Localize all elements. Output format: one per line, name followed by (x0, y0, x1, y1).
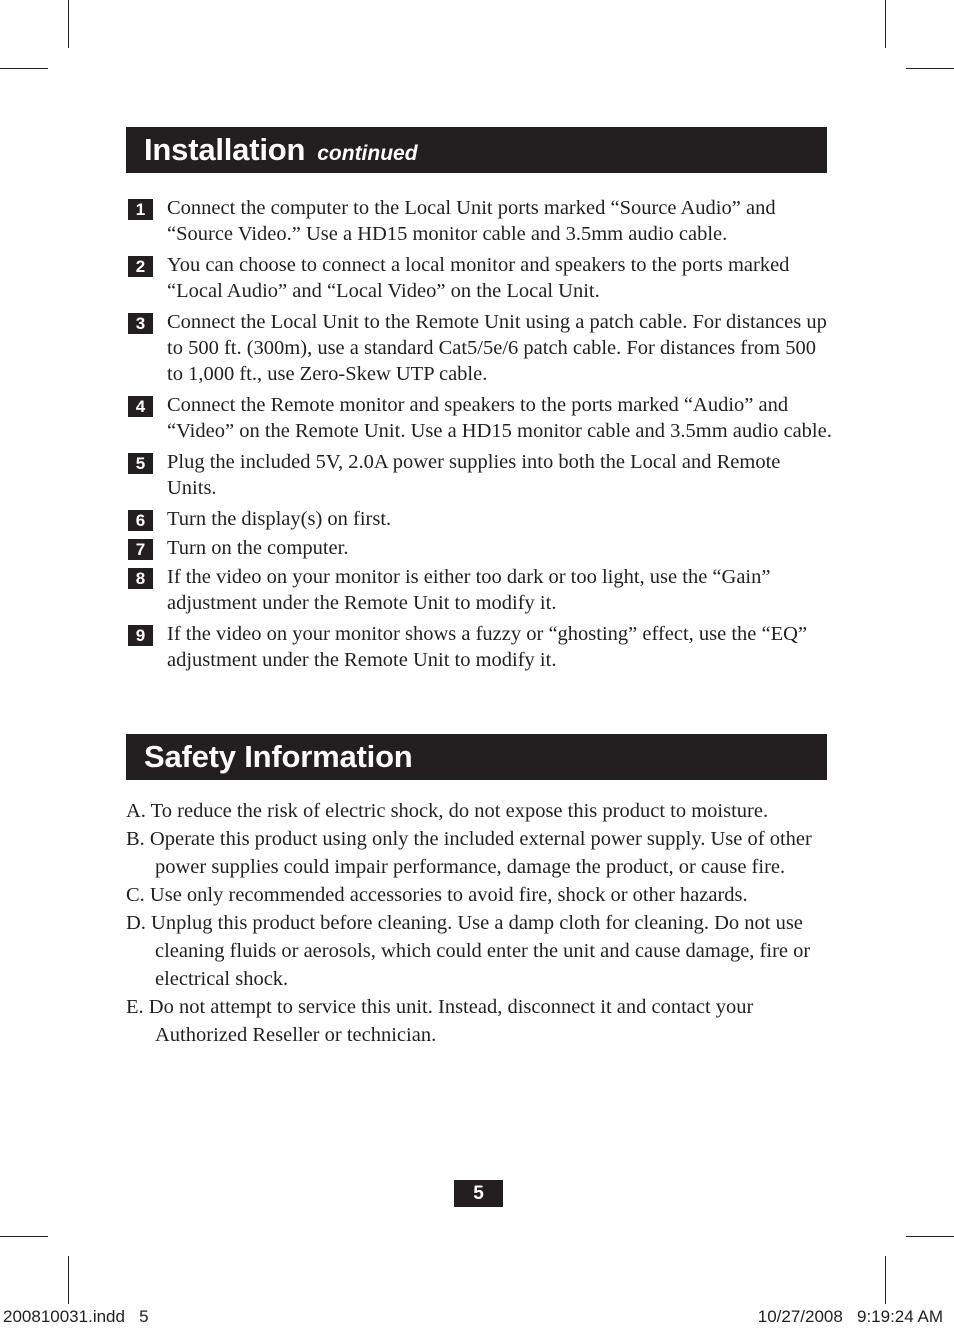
step-item (128, 449, 832, 501)
step-text: Plug the included 5V, 2.0A power supplies into both the Local and Remote Units. (167, 451, 781, 499)
installation-steps (128, 195, 832, 678)
step-item (128, 392, 832, 444)
crop-mark (906, 1236, 954, 1237)
crop-mark (68, 1256, 69, 1304)
step-text: Connect the Local Unit to the Remote Unit using a patch cable. For distances up to 500 ft. (300m), use a standard Cat5/5e/6 patch cable. For distances from 500 to 1,000 ft., use Zero-Skew UTP cable. (167, 311, 827, 385)
safety-title: Safety Information (144, 739, 413, 774)
step-item (128, 535, 832, 561)
safety-item: C. Use only recommended accessories to avoid fire, shock or other hazards. (126, 884, 748, 906)
crop-mark (0, 1236, 48, 1237)
step-text: Turn on the computer. (167, 537, 349, 559)
step-item (128, 621, 832, 673)
safety-list (126, 797, 830, 1049)
page-number: 5 (454, 1180, 503, 1207)
crop-mark (68, 0, 69, 48)
installation-header (126, 127, 827, 173)
step-item (128, 309, 832, 387)
crop-mark (885, 0, 886, 48)
step-item (128, 564, 832, 616)
step-text: If the video on your monitor is either too dark or too light, use the “Gain” adjustment under the Remote Unit to modify it. (167, 566, 771, 614)
safety-item: E. Do not attempt to service this unit. Instead, disconnect it and contact your Authorized Reseller or technician. (126, 996, 754, 1046)
step-item (128, 195, 832, 247)
step-number: 2 (128, 256, 153, 277)
step-number: 9 (128, 625, 153, 646)
step-number: 5 (128, 453, 153, 474)
crop-mark (906, 68, 954, 69)
step-item (128, 506, 832, 532)
safety-item: A. To reduce the risk of electric shock, do not expose this product to moisture. (126, 800, 769, 822)
slug-file: 200810031.indd 5 (3, 1307, 149, 1326)
safety-item: B. Operate this product using only the included external power supply. Use of other power supplies could impair performance, damage the product, or cause fire. (126, 828, 812, 878)
step-text: Connect the computer to the Local Unit ports marked “Source Audio” and “Source Video.” Use a HD15 monitor cable and 3.5mm audio cable. (167, 197, 776, 245)
crop-mark (885, 1256, 886, 1304)
step-text: You can choose to connect a local monitor and speakers to the ports marked “Local Audio” and “Local Video” on the Local Unit. (167, 254, 790, 302)
step-number: 3 (128, 313, 153, 334)
step-text: Connect the Remote monitor and speakers to the ports marked “Audio” and “Video” on the Remote Unit. Use a HD15 monitor cable and 3.5mm audio cable. (167, 394, 832, 442)
crop-mark (0, 68, 48, 69)
step-number: 7 (128, 539, 153, 560)
step-number: 8 (128, 568, 153, 589)
step-number: 1 (128, 199, 153, 220)
safety-item: D. Unplug this product before cleaning. Use a damp cloth for cleaning. Do not use cleaning fluids or aerosols, which could enter the unit and cause damage, fire or electrical shock. (126, 912, 811, 990)
step-text: Turn the display(s) on first. (167, 508, 392, 530)
installation-title: Installation (144, 132, 306, 167)
step-text: If the video on your monitor shows a fuzzy or “ghosting” effect, use the “EQ” adjustment under the Remote Unit to modify it. (167, 623, 808, 671)
safety-header (126, 734, 827, 780)
step-item (128, 252, 832, 304)
slug-timestamp: 10/27/2008 9:19:24 AM (757, 1307, 943, 1326)
step-number: 6 (128, 510, 153, 531)
installation-subtitle: continued (317, 142, 418, 165)
step-number: 4 (128, 396, 153, 417)
